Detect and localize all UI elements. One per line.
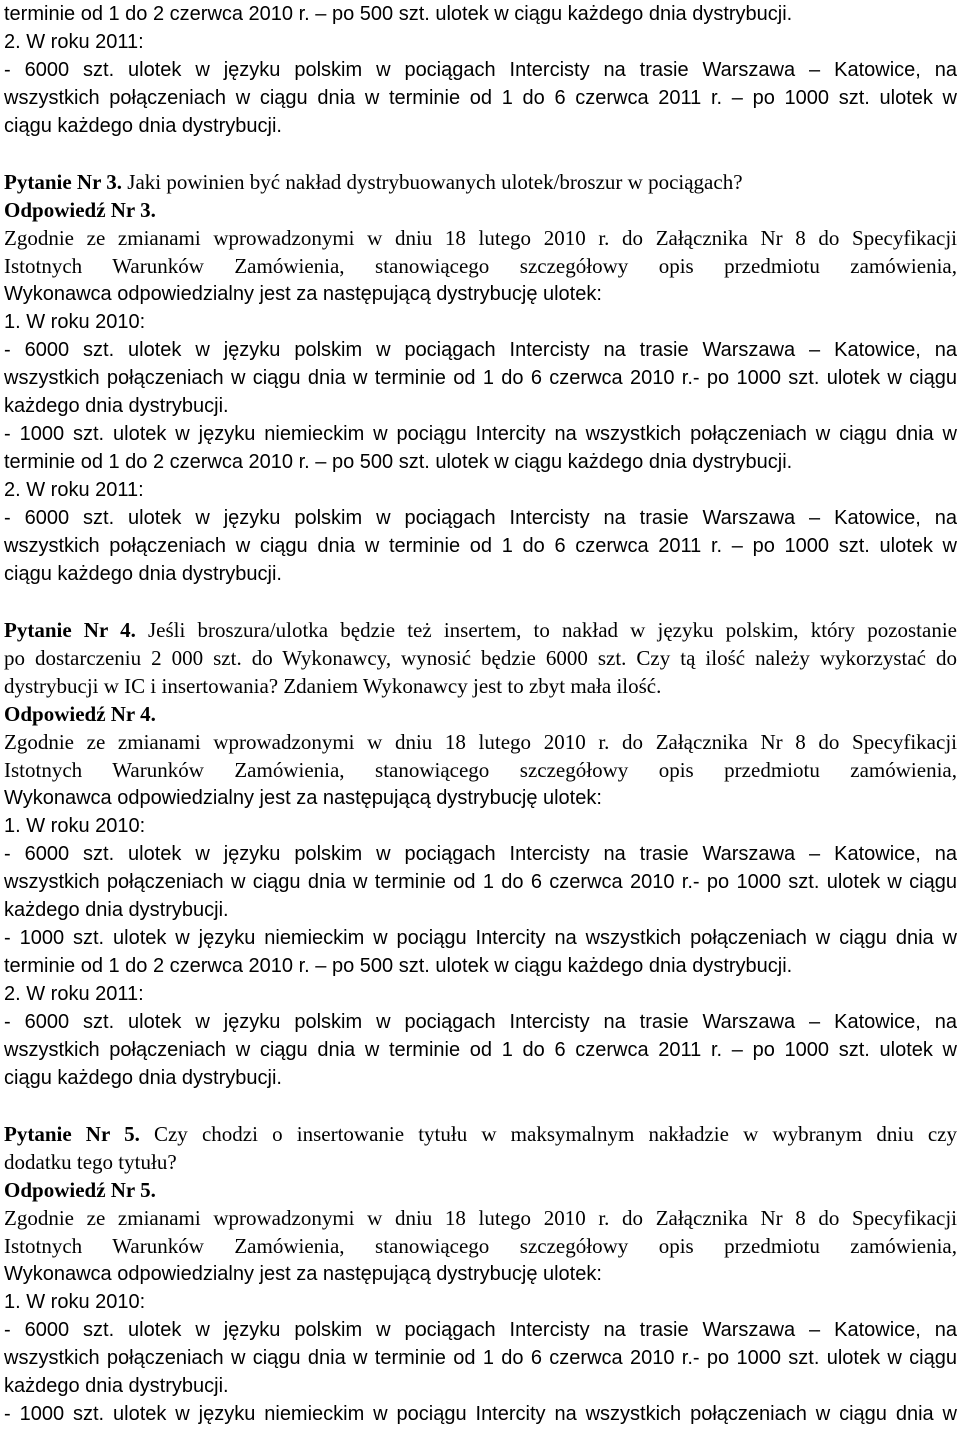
answer-line: - 6000 szt. ulotek w języku polskim w pociągach Intercisty na trasie Warszawa – Katowice, na bbox=[4, 1011, 957, 1033]
answer-line: 2. W roku 2011: bbox=[4, 479, 144, 501]
paragraph-gap bbox=[4, 1092, 957, 1120]
answer-line: - 1000 szt. ulotek w języku niemieckim w pociągu Intercity na wszystkich połączeniach w ciągu dnia w bbox=[4, 927, 957, 949]
answer-line: - 6000 szt. ulotek w języku polskim w pociągach Intercisty na trasie Warszawa – Katowice, na bbox=[4, 843, 957, 865]
answer-line: wszystkich połączeniach w ciągu dnia w terminie od 1 do 6 czerwca 2010 r.- po 1000 szt. ulotek w ciągu bbox=[4, 871, 957, 893]
paragraph-gap bbox=[4, 140, 957, 168]
answer-line: Istotnych Warunków Zamówienia, stanowiącego szczegółowy opis przedmiotu zamówienia, bbox=[4, 1234, 957, 1258]
question-line: po dostarczeniu 2 000 szt. do Wykonawcy, wynosić będzie 6000 szt. Czy tą ilość należy wykorzystać do bbox=[4, 646, 957, 670]
answer-line: ciągu każdego dnia dystrybucji. bbox=[4, 563, 282, 585]
continuation-block bbox=[4, 0, 957, 140]
question-text: Jaki powinien być nakład dystrybuowanych ulotek/broszur w pociągach? bbox=[127, 170, 743, 194]
question-label: Pytanie Nr 3. bbox=[4, 170, 123, 194]
question-line bbox=[4, 168, 957, 196]
answer-line: 1. W roku 2010: bbox=[4, 815, 146, 837]
paragraph-gap bbox=[4, 588, 957, 616]
answer-line: Wykonawca odpowiedzialny jest za następującą dystrybucję ulotek: bbox=[4, 787, 602, 809]
question-text: Jeśli broszura/ulotka będzie też insertem, to nakład w języku polskim, który pozostanie bbox=[147, 618, 957, 642]
text-line: 2. W roku 2011: bbox=[4, 31, 144, 53]
question-line bbox=[4, 1120, 957, 1148]
answer-line: Istotnych Warunków Zamówienia, stanowiącego szczegółowy opis przedmiotu zamówienia, bbox=[4, 758, 957, 782]
answer-line: - 6000 szt. ulotek w języku polskim w pociągach Intercisty na trasie Warszawa – Katowice, na bbox=[4, 1319, 957, 1341]
answer-line: - 6000 szt. ulotek w języku polskim w pociągach Intercisty na trasie Warszawa – Katowice, na bbox=[4, 339, 957, 361]
answer-label: Odpowiedź Nr 5. bbox=[4, 1178, 156, 1202]
answer-line: 2. W roku 2011: bbox=[4, 983, 144, 1005]
question-block-5 bbox=[4, 1120, 957, 1428]
answer-line: wszystkich połączeniach w ciągu dnia w terminie od 1 do 6 czerwca 2010 r.- po 1000 szt. ulotek w ciągu bbox=[4, 1347, 957, 1369]
answer-label: Odpowiedź Nr 4. bbox=[4, 702, 156, 726]
answer-line: Zgodnie ze zmianami wprowadzonymi w dniu 18 lutego 2010 r. do Załącznika Nr 8 do Specyfikacji bbox=[4, 226, 957, 250]
answer-line: każdego dnia dystrybucji. bbox=[4, 1375, 229, 1397]
answer-line: terminie od 1 do 2 czerwca 2010 r. – po 500 szt. ulotek w ciągu każdego dnia dystrybucji. bbox=[4, 451, 793, 473]
question-line: dodatku tego tytułu? bbox=[4, 1150, 177, 1174]
answer-line: Istotnych Warunków Zamówienia, stanowiącego szczegółowy opis przedmiotu zamówienia, bbox=[4, 254, 957, 278]
question-line bbox=[4, 616, 957, 644]
text-line: terminie od 1 do 2 czerwca 2010 r. – po 500 szt. ulotek w ciągu każdego dnia dystrybucji. bbox=[4, 3, 793, 25]
question-label: Pytanie Nr 4. bbox=[4, 618, 136, 642]
answer-line: terminie od 1 do 2 czerwca 2010 r. – po 500 szt. ulotek w ciągu każdego dnia dystrybucji. bbox=[4, 955, 793, 977]
answer-line: każdego dnia dystrybucji. bbox=[4, 395, 229, 417]
answer-line: 1. W roku 2010: bbox=[4, 1291, 146, 1313]
answer-line: - 1000 szt. ulotek w języku niemieckim w pociągu Intercity na wszystkich połączeniach w ciągu dnia w bbox=[4, 423, 957, 445]
text-line: ciągu każdego dnia dystrybucji. bbox=[4, 115, 282, 137]
question-label: Pytanie Nr 5. bbox=[4, 1122, 140, 1146]
answer-line: Zgodnie ze zmianami wprowadzonymi w dniu 18 lutego 2010 r. do Załącznika Nr 8 do Specyfikacji bbox=[4, 730, 957, 754]
answer-line: wszystkich połączeniach w ciągu dnia w terminie od 1 do 6 czerwca 2010 r.- po 1000 szt. ulotek w ciągu bbox=[4, 367, 957, 389]
answer-line: wszystkich połączeniach w ciągu dnia w terminie od 1 do 6 czerwca 2011 r. – po 1000 szt. ulotek w bbox=[4, 535, 957, 557]
answer-line: - 1000 szt. ulotek w języku niemieckim w pociągu Intercity na wszystkich połączeniach w ciągu dnia w bbox=[4, 1403, 957, 1425]
question-block-4 bbox=[4, 616, 957, 1092]
text-line: wszystkich połączeniach w ciągu dnia w terminie od 1 do 6 czerwca 2011 r. – po 1000 szt. ulotek w bbox=[4, 87, 957, 109]
answer-line: każdego dnia dystrybucji. bbox=[4, 899, 229, 921]
answer-line: wszystkich połączeniach w ciągu dnia w terminie od 1 do 6 czerwca 2011 r. – po 1000 szt. ulotek w bbox=[4, 1039, 957, 1061]
answer-line: Wykonawca odpowiedzialny jest za następującą dystrybucję ulotek: bbox=[4, 283, 602, 305]
answer-line: ciągu każdego dnia dystrybucji. bbox=[4, 1067, 282, 1089]
question-line: dystrybucji w IC i insertowania? Zdaniem Wykonawcy jest to zbyt mała ilość. bbox=[4, 674, 662, 698]
text-line: - 6000 szt. ulotek w języku polskim w pociągach Intercisty na trasie Warszawa – Katowice, na bbox=[4, 59, 957, 81]
question-block-3 bbox=[4, 168, 957, 588]
answer-line: Wykonawca odpowiedzialny jest za następującą dystrybucję ulotek: bbox=[4, 1263, 602, 1285]
answer-label: Odpowiedź Nr 3. bbox=[4, 198, 156, 222]
question-text: Czy chodzi o insertowanie tytułu w maksymalnym nakładzie w wybranym dniu czy bbox=[153, 1122, 957, 1146]
answer-line: - 6000 szt. ulotek w języku polskim w pociągach Intercisty na trasie Warszawa – Katowice, na bbox=[4, 507, 957, 529]
answer-line: Zgodnie ze zmianami wprowadzonymi w dniu 18 lutego 2010 r. do Załącznika Nr 8 do Specyfikacji bbox=[4, 1206, 957, 1230]
answer-line: 1. W roku 2010: bbox=[4, 311, 146, 333]
